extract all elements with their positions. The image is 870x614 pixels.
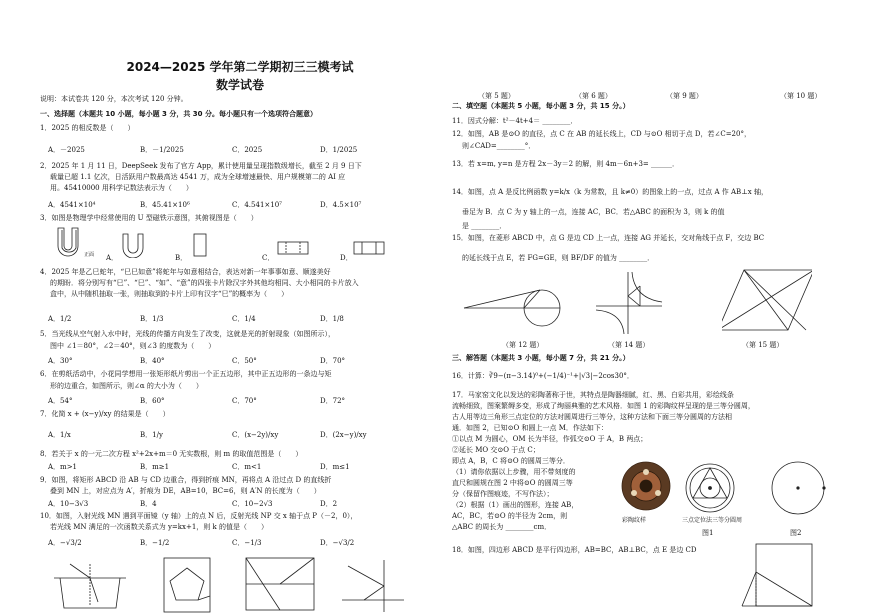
q2-line2: 载量已超 1.1 亿次，日活跃用户数最高达 4541 万，成为全球增速最快、用户规模第二的 AI 应 (50, 173, 346, 181)
front-view-label: 正面 (84, 252, 95, 258)
q5-line1: 5．当光线从空气射入水中时，光线的传播方向发生了改变，这就是光的折射现象（如图所示）， (40, 330, 335, 338)
q17-line-10: （2）根据（1）画出的图形，连接 AB， (452, 501, 579, 509)
q18-parallelogram-figure (732, 538, 828, 614)
trisection-figure (680, 458, 740, 516)
q10-choice-b: B．−1/2 (140, 539, 170, 547)
q14-line2: 垂足为 B．点 C 为 y 轴上的一点，连接 AC，BC．若△ABC 的面积为 3，则 k 的值 (462, 208, 725, 216)
caption-fig9: （第 9 题） (666, 92, 703, 100)
q16-text: 16．计算：∛9−(π−3.14)⁰+(−1/4)⁻¹+|√3|−2cos30°． (452, 372, 634, 380)
q14-line3: 是 ________． (462, 222, 507, 230)
q5-line2: 图中 ∠1＝80°，∠2＝40°，则∠3 的度数为（ ） (50, 342, 216, 350)
q9-choice-a: A．10−3√3 (48, 500, 89, 508)
q2-line1: 2．2025 年 1 月 11 日，DeepSeek 发布了官方 App，累计使用量呈现指数级增长，截至 2 月 9 日下 (40, 162, 362, 170)
q10-choice-a: A．−√3/2 (48, 539, 82, 547)
caption-fig15: （第 15 题） (742, 341, 784, 349)
q9-choice-c: C．10−2√3 (232, 500, 273, 508)
q7-choice-b: B．1/y (140, 431, 163, 439)
section1-heading: 一、选择题（本题共 10 小题，每小题 3 分，共 30 分。每小题只有一个选项符合题意） (40, 110, 317, 118)
q1-choice-b: B．－1/2025 (140, 146, 184, 154)
trisection-caption: 三点定位法三等分圆周 (682, 517, 743, 524)
q15-line1: 15．如图，在菱形 ABCD 中，点 G 是边 CD 上一点，连接 AG 并延长，交对角线于点 F，交边 BC (452, 234, 765, 242)
q9-line1: 9．如图，将矩形 ABCD 沿 AB 与 CD 边重合，得到折痕 MN，再将点 A 沿过点 D 的直线折 (40, 476, 332, 484)
q6-line2: 形的边重合，如图所示，则∠α 的大小为（ ） (50, 382, 203, 390)
q17-line-7: （1）请你依据以上步骤，用不带刻度的 (452, 468, 576, 476)
q8-text: 8．若关于 x 的一元二次方程 x²+2x+m＝0 无实数根，则 m 的取值范围是（ ） (40, 450, 303, 458)
q8-choice-a: A．m>1 (48, 463, 78, 471)
q4-choice-b: B．1/3 (140, 315, 164, 323)
caption-fig14: （第 14 题） (608, 341, 650, 349)
page-subtitle: 数学试卷 (215, 78, 264, 92)
q17-line-1: 流畅细致，图案繁缛多变，形成了绚丽典雅的艺术风格．如图 1 的彩陶纹样呈现的是三等分圆周， (452, 402, 755, 410)
q17-line-6: 即点 A，B，C 将⊙O 的圆周三等分． (452, 457, 570, 465)
q3-option-d-figure (352, 240, 388, 258)
q4-line2: 的期盼．将分别写有“巳”、“巳”、“如”、“意”的四张卡片除汉字外其他均相同、大小相同的卡片放入 (50, 279, 359, 287)
q6-choice-a: A．54° (48, 397, 73, 405)
q4-line3: 盒中，从中随机抽取一张，则抽取到的卡片上印有汉字“巳”的概率为（ ） (50, 290, 289, 298)
q7-choice-a: A．1/x (48, 431, 71, 439)
caption-fig12: （第 12 题） (502, 341, 544, 349)
q10-reflection-figure (340, 556, 406, 614)
q9-line2: 叠到 MN 上，对应点为 A′，折痕为 DE，AB=10，BC=6，则 A′N 的长度为（ ） (50, 487, 321, 495)
caption-fig5: （第 5 题） (478, 92, 515, 100)
q6-choice-c: C．70° (232, 397, 257, 405)
q1-choice-a: A．－2025 (48, 146, 85, 154)
q17-line-2: 古人用等边三角形三点定位的方法对圆周进行三等分，这种方法和下面三等分圆周的方法相 (452, 413, 732, 421)
q8-choice-d: D．m≤1 (320, 463, 350, 471)
pottery-pattern-image (616, 460, 676, 514)
q17-circle-figure2 (766, 458, 830, 522)
q4-choice-c: C．1/4 (232, 315, 256, 323)
q17-line-4: ①以点 M 为圆心，OM 长为半径，作弧交⊙O 于 A，B 两点； (452, 435, 648, 443)
fig2-label: 图2 (790, 529, 802, 537)
q14-hyperbola-figure (592, 268, 666, 338)
q13-text: 13．若 x=m, y=n 是方程 2x－3y＝2 的解，则 4m－6n+3= ______． (452, 160, 679, 168)
q3-option-c-figure (276, 240, 312, 258)
q17-line-3: 通．如图 2，已知⊙O 和圆上一点 M．作法如下： (452, 424, 608, 432)
q1-choice-c: C．2025 (232, 146, 263, 154)
q1-choice-d: D．1/2025 (320, 146, 358, 154)
q2-choice-a: A．4541×10⁴ (48, 201, 96, 209)
q2-choice-d: D．4.5×10⁷ (320, 201, 362, 209)
q14-line1: 14．如图，点 A 是反比例函数 y=k/x（k 为常数，且 k≠0）的图象上的一点，过点 A 作 AB⊥x 轴， (452, 188, 768, 196)
q2-line3: 用。45410000 用科学记数法表示为（ ） (50, 184, 193, 192)
q10-choice-d: D．−√3/2 (320, 539, 355, 547)
q18-text: 18．如图，四边形 ABCD 是平行四边形，AB=BC，AB⊥BC，点 E 是边 CD (452, 546, 697, 554)
q12-circle-figure (456, 272, 578, 338)
q3-text: 3．如图是物理学中经常使用的 U 型磁铁示意图，其俯视图是（ ） (40, 214, 258, 222)
q17-line-0: 17．马家窑文化以发达的彩陶著称于世，其特点是陶器细腻，红、黑、白彩共用，彩绘线条 (452, 391, 734, 399)
q6-line1: 6．在剪纸活动中，小花同学想用一张矩形纸片剪出一个正五边形，其中正五边形的一条边与矩 (40, 370, 332, 378)
q8-choice-b: B．m≥1 (140, 463, 170, 471)
q6-pentagon-figure (160, 556, 220, 614)
q4-choice-d: D．1/8 (320, 315, 344, 323)
q3-choice-d: D． (340, 254, 353, 262)
q7-choice-c: C．(x−2y)/xy (232, 431, 279, 439)
caption-fig10: （第 10 题） (780, 92, 822, 100)
q10-choice-c: C．−1/3 (232, 539, 262, 547)
q11-text: 11．因式分解：t²－4t+4＝ ________． (452, 117, 578, 125)
q8-choice-c: C．m<1 (232, 463, 262, 471)
q9-fold-figure (240, 556, 320, 614)
exam-note: 说明：本试卷共 120 分，本次考试 120 分钟。 (40, 95, 188, 103)
q7-choice-d: D．(2x−y)/xy (320, 431, 367, 439)
q2-choice-c: C．4.541×10⁷ (232, 201, 282, 209)
q9-choice-b: B．4 (140, 500, 157, 508)
q17-line-12: △ABC 的周长为 ________cm． (452, 523, 552, 531)
q6-choice-d: D．72° (320, 397, 346, 405)
q15-line2: 的延长线于点 E，若 FG=GE，则 BF/DF 的值为 ________． (462, 254, 655, 262)
q5-refraction-figure (50, 560, 130, 614)
q3-option-a-figure (120, 232, 146, 258)
q6-choice-b: B．60° (140, 397, 165, 405)
q3-choice-a: A． (106, 254, 119, 262)
q4-line1: 4．2025 年是乙巳蛇年，“巳巳如意”将蛇年与如意相结合，表达对新一年事事如意、顺遂美好 (40, 268, 331, 276)
q5-choice-c: C．50° (232, 357, 257, 365)
q5-choice-b: B．40° (140, 357, 165, 365)
q5-choice-d: D．70° (320, 357, 346, 365)
q17-line-9: 分（保留作图痕迹，不写作法）； (452, 490, 554, 498)
q9-choice-d: D．2 (320, 500, 338, 508)
q5-choice-a: A．30° (48, 357, 73, 365)
q10-line2: 若光线 MN 满足的一次函数关系式为 y=kx+1，则 k 的值是（ ） (50, 523, 268, 531)
page-title: 2024—2025 学年第二学期初三三模考试 (126, 60, 354, 74)
q17-line-5: ②延长 MO 交⊙O 于点 C； (452, 446, 540, 454)
q12-line2: 则∠CAD=________°． (462, 142, 536, 150)
q2-choice-b: B．45.41×10⁶ (140, 201, 190, 209)
q3-choice-c: C． (262, 254, 275, 262)
q3-option-b-figure (190, 232, 212, 258)
q1-text: 1．2025 的相反数是（ ） (40, 124, 135, 132)
fig1-label: 图1 (702, 529, 714, 537)
section3-heading: 三、解答题（本题共 3 小题，每小题 7 分，共 21 分。） (452, 354, 630, 362)
q17-line-11: AC，BC，若⊙O 的半径为 2cm，则 (452, 512, 568, 520)
caption-fig6: （第 6 题） (575, 92, 612, 100)
q10-line1: 10．如图，入射光线 MN 遇到平面镜（y 轴）上的点 N 后，反射光线 NP 交 x 轴于点 P（－2，0）， (40, 512, 358, 520)
section2-heading: 二、填空题（本题共 5 小题，每小题 3 分，共 15 分。） (452, 102, 630, 110)
q15-rhombus-figure (722, 264, 812, 338)
pottery-caption: 彩陶纹样 (622, 517, 647, 524)
q3-choice-b: B． (175, 254, 188, 262)
q4-choice-a: A．1/2 (48, 315, 72, 323)
q12-line1: 12．如图，AB 是⊙O 的直径，点 C 在 AB 的延长线上，CD 与⊙O 相切于点 D，若∠C=20°， (452, 130, 751, 138)
q7-text: 7．化简 x + (x−y)/xy 的结果是（ ） (40, 410, 170, 418)
q17-line-8: 直尺和圆规在图 2 中将⊙O 的圆周三等 (452, 479, 573, 487)
